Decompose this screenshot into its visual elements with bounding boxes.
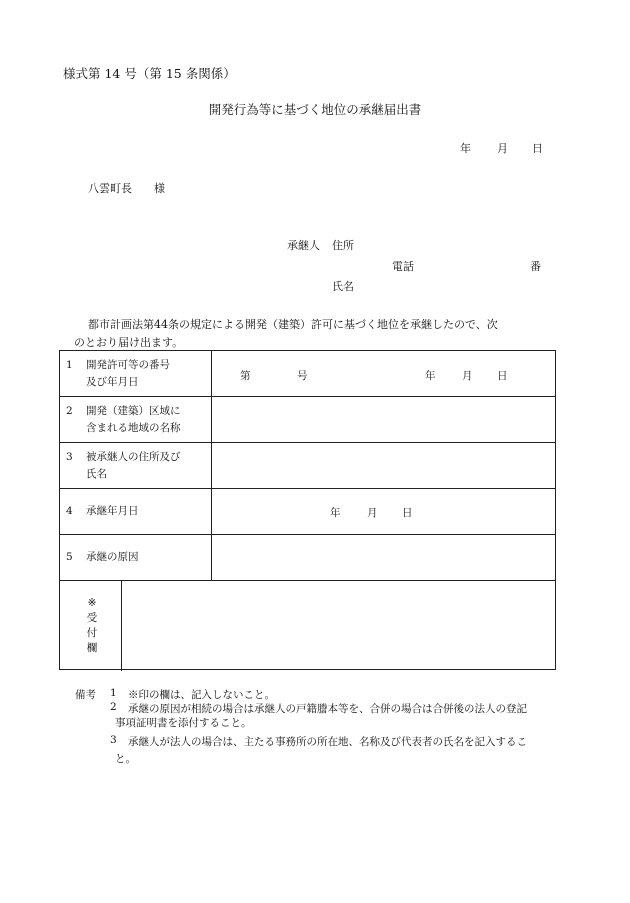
dai-label: 第 bbox=[240, 370, 251, 382]
date-month-label: 月 bbox=[497, 142, 508, 155]
phone-suffix: 番 bbox=[530, 260, 541, 273]
note-text: ※印の欄は、記入しないこと。 bbox=[128, 689, 275, 701]
table-row bbox=[60, 443, 555, 489]
row4-day-label: 日 bbox=[402, 507, 413, 519]
reception-char: 欄 bbox=[86, 642, 98, 654]
name-label: 氏名 bbox=[332, 280, 354, 293]
row1-month-label: 月 bbox=[462, 370, 473, 382]
note-text-continued: 事項証明書を添付すること。 bbox=[115, 717, 252, 729]
column-divider bbox=[211, 489, 212, 534]
row-label bbox=[66, 449, 181, 483]
column-divider bbox=[211, 397, 212, 442]
row-label bbox=[66, 403, 181, 437]
reception-char: 付 bbox=[86, 627, 98, 639]
go-label: 号 bbox=[297, 370, 308, 382]
row-number: 2 bbox=[66, 405, 73, 417]
note-text: 承継人が法人の場合は、主たる事務所の所在地、名称及び代表者の氏名を記入するこ bbox=[128, 736, 527, 748]
note-number: 1 bbox=[110, 687, 117, 699]
phone-label: 電話 bbox=[392, 260, 414, 273]
column-divider bbox=[211, 535, 212, 580]
row-label-line1: 被承継人の住所及び bbox=[86, 451, 181, 463]
date-day-label: 日 bbox=[532, 142, 543, 155]
column-divider bbox=[211, 351, 212, 396]
notes-label: 備考 bbox=[75, 689, 96, 701]
table-row bbox=[60, 489, 555, 535]
row-label bbox=[66, 503, 139, 520]
date-year-label: 年 bbox=[460, 142, 471, 155]
reception-label bbox=[85, 596, 99, 656]
row-number: 4 bbox=[66, 505, 73, 517]
note-text-continued: と。 bbox=[115, 753, 136, 765]
address-label: 住所 bbox=[332, 239, 354, 252]
row-label-line1: 開発許可等の番号 bbox=[86, 359, 170, 371]
body-text-line2: のとおり届け出ます。 bbox=[74, 336, 184, 349]
row-label-line2: 及び年月日 bbox=[86, 376, 139, 388]
document-title: 開発行為等に基づく地位の承継届出書 bbox=[208, 102, 422, 117]
row4-month-label: 月 bbox=[367, 507, 378, 519]
reception-column bbox=[60, 581, 122, 671]
column-divider bbox=[211, 443, 212, 488]
row-number: 5 bbox=[66, 551, 73, 563]
row-label-line1: 承継年月日 bbox=[86, 505, 139, 517]
row1-year-label: 年 bbox=[425, 370, 436, 382]
row-label-line1: 承継の原因 bbox=[86, 551, 139, 563]
row-label-line2: 含まれる地域の名称 bbox=[86, 422, 181, 434]
addressee: 八雲町長 様 bbox=[88, 182, 165, 195]
successor-label: 承継人 bbox=[287, 239, 320, 252]
row4-year-label: 年 bbox=[330, 507, 341, 519]
row-number: 3 bbox=[66, 451, 73, 463]
row1-day-label: 日 bbox=[497, 370, 508, 382]
application-table bbox=[59, 350, 556, 670]
table-row bbox=[60, 397, 555, 443]
body-text-line1: 都市計画法第44条の規定による開発（建築）許可に基づく地位を承継したので、次 bbox=[88, 318, 498, 331]
note-text: 承継の原因が相続の場合は承継人の戸籍謄本等を、合併の場合は合併後の法人の登記 bbox=[128, 703, 527, 715]
table-row bbox=[60, 535, 555, 581]
row-label-line2: 氏名 bbox=[86, 468, 107, 480]
table-row bbox=[60, 351, 555, 397]
form-number: 様式第 14 号（第 15 条関係） bbox=[63, 66, 236, 81]
row-number: 1 bbox=[66, 359, 73, 371]
reception-char: 受 bbox=[86, 612, 98, 624]
note-number: 3 bbox=[110, 734, 117, 746]
row-label bbox=[66, 549, 139, 566]
note-number: 2 bbox=[110, 701, 117, 713]
row-label bbox=[66, 357, 170, 391]
reception-mark: ※ bbox=[87, 597, 97, 609]
row-label-line1: 開発（建築）区域に bbox=[86, 405, 181, 417]
